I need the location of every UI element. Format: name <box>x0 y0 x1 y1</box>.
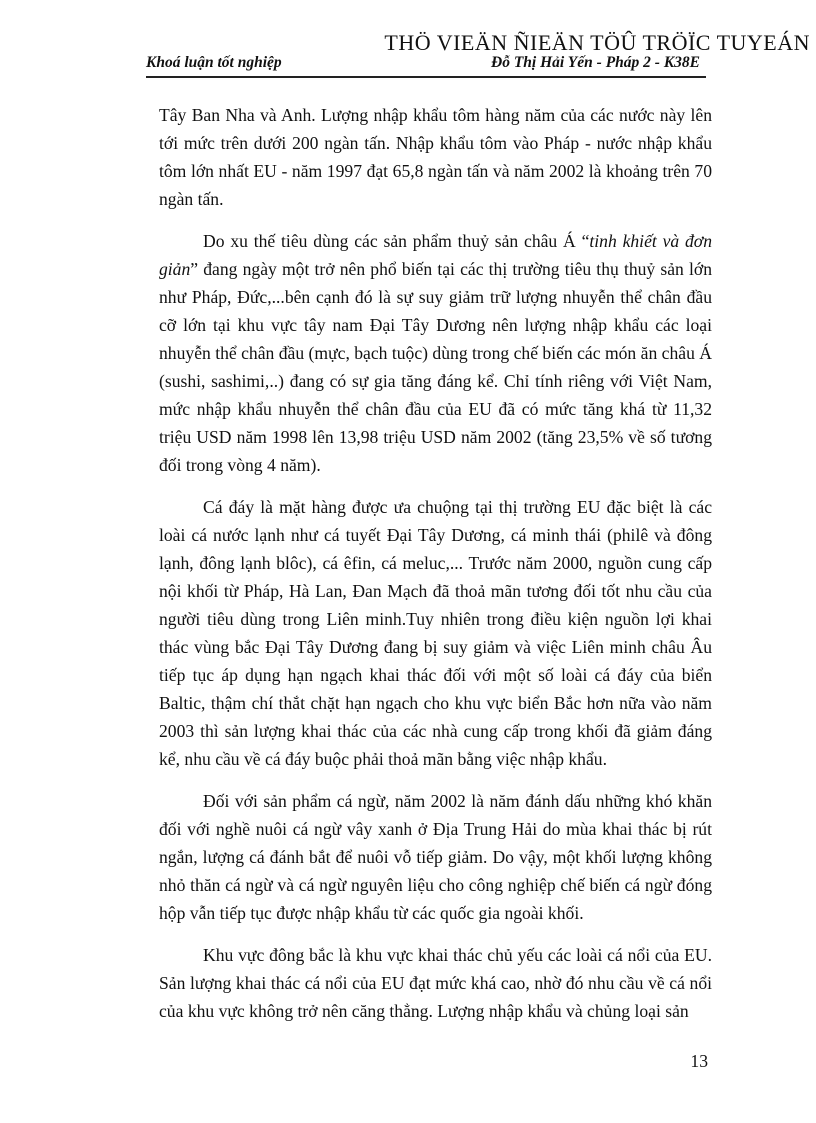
paragraph: Đối với sản phẩm cá ngừ, năm 2002 là năm đánh dấu những khó khăn đối với nghề nuôi cá ngừ vây xanh ở Địa Trung Hải do mùa khai thác bị rút ngắn, lượng cá đánh bắt để nuôi vỗ tiếp giảm. Do vậy, một khối lượng không nhỏ thăn cá ngừ và cá ngừ nguyên liệu cho công nghiệp chế biến cá ngừ đóng hộp vẫn tiếp tục được nhập khẩu từ các quốc gia ngoài khối. <box>159 791 712 923</box>
watermark-text: THÖ VIEÄN ÑIEÄN TÖÛ TRÖÏC TUYEÁN <box>384 30 810 55</box>
running-header <box>146 50 706 78</box>
italic-phrase: tinh khiết và đơn giản <box>159 231 712 279</box>
paragraph: Cá đáy là mặt hàng được ưa chuộng tại thị trường EU đặc biệt là các loài cá nước lạnh như cá tuyết Đại Tây Dương, cá minh thái (philê và đông lạnh, đông lạnh blôc), cá êfin, cá meluc,... Trước năm 2000, nguồn cung cấp nội khối từ Pháp, Hà Lan, Đan Mạch đã thoả mãn tương đối tốt nhu cầu của người tiêu dùng trong Liên minh.Tuy nhiên trong điều kiện nguồn lợi khai thác vùng bắc Đại Tây Dương đang bị suy giảm và việc Liên minh châu Âu tiếp tục áp dụng hạn ngạch khai thác đối với một số loài cá đáy của biển Baltic, thậm chí thắt chặt hạn ngạch cho khu vực biển Bắc hơn nữa vào năm 2003 thì sản lượng khai thác của các nhà cung cấp trong khối đã giảm đáng kể, nhu cầu về cá đáy buộc phải thoả mãn bằng việc nhập khẩu. <box>159 497 712 769</box>
body-text <box>159 101 712 1039</box>
header-left-title: Khoá luận tốt nghiệp <box>146 54 282 71</box>
page-number: 13 <box>690 1051 708 1071</box>
paragraph: Khu vực đông bắc là khu vực khai thác chủ yếu các loài cá nổi của EU. Sản lượng khai thác cá nổi của EU đạt mức khá cao, nhờ đó nhu cầu về cá nổi của khu vực không trở nên căng thẳng. Lượng nhập khẩu và chủng loại sản <box>159 945 712 1021</box>
paragraph: Tây Ban Nha và Anh. Lượng nhập khẩu tôm hàng năm của các nước này lên tới mức trên dưới 200 ngàn tấn. Nhập khẩu tôm vào Pháp - nước nhập khẩu tôm lớn nhất EU - năm 1997 đạt 65,8 ngàn tấn và năm 2002 là khoảng trên 70 ngàn tấn. <box>159 105 712 209</box>
header-right-author: Đỗ Thị Hải Yến - Pháp 2 - K38E <box>491 54 700 71</box>
paragraph: Do xu thế tiêu dùng các sản phẩm thuỷ sản châu Á “tinh khiết và đơn giản” đang ngày một trở nên phổ biến tại các thị trường tiêu thụ thuỷ sản lớn như Pháp, Đức,...bên cạnh đó là sự suy giảm trữ lượng nhuyễn thể chân đầu cỡ lớn tại khu vực tây nam Đại Tây Dương nên lượng nhập khẩu các loại nhuyễn thể chân đầu (mực, bạch tuộc) dùng trong chế biến các món ăn châu Á (sushi, sashimi,..) đang có sự gia tăng đáng kể. Chỉ tính riêng với Việt Nam, mức nhập khẩu nhuyễn thể chân đầu của EU đã có mức tăng khá từ 11,32 triệu USD năm 1998 lên 13,98 triệu USD năm 2002 (tăng 23,5% về số tương đối trong vòng 4 năm). <box>159 231 712 475</box>
